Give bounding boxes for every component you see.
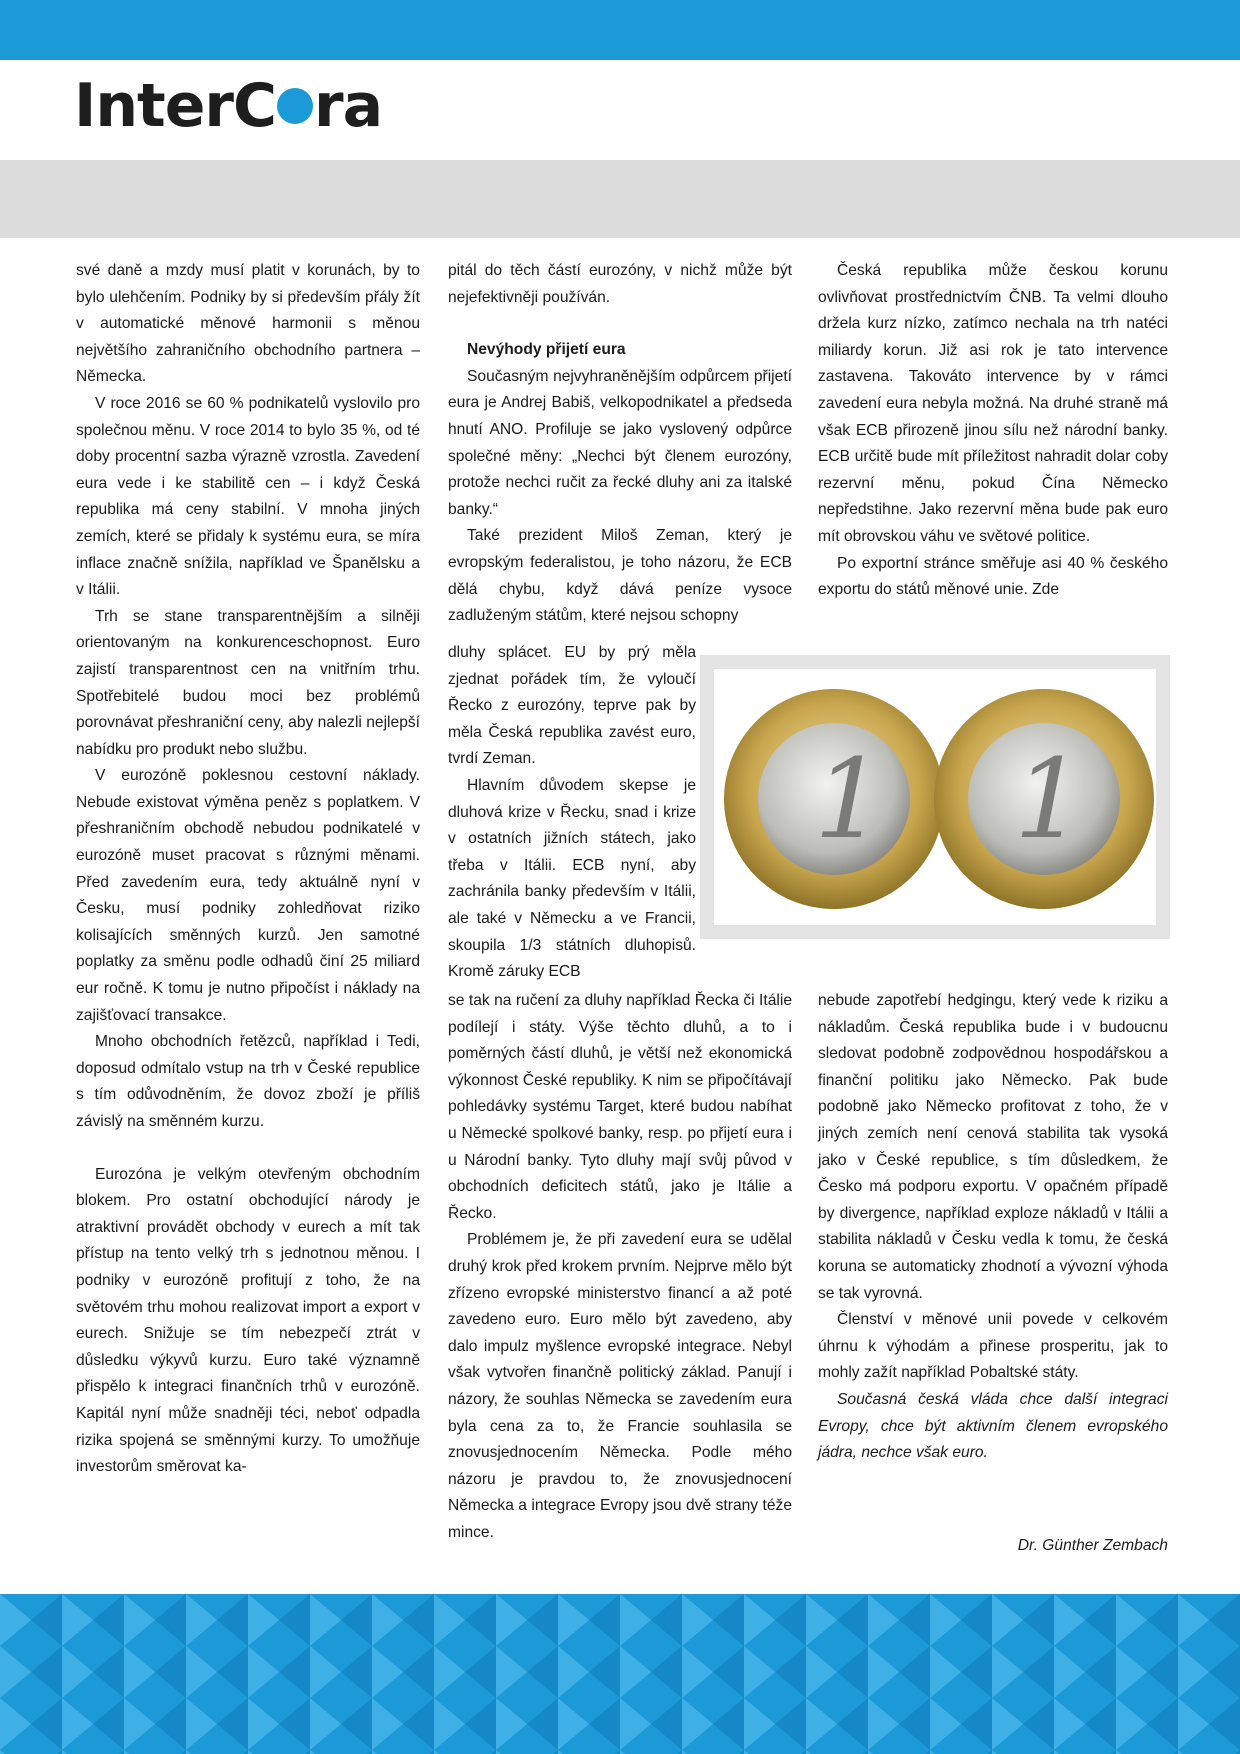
- euro-coins-photo: [700, 655, 1170, 939]
- paragraph: V roce 2016 se 60 % podnikatelů vyslovilo pro společnou měnu. V roce 2014 to bylo 35 %, od té doby procentní sazba výrazně vzrostla. Zavedení eura vede i ke stabilitě cen – i když Česká republika má ceny stabilní. V mnoha jiných zemích, které se přidaly k systému eura, se míra inflace značně snížila, například ve Španělsku a v Itálii.: [76, 394, 420, 599]
- article-column-2-bottom: [448, 988, 792, 1546]
- top-color-bar: [0, 0, 1240, 60]
- article-column-2: [448, 258, 792, 630]
- article-column-3: [818, 258, 1168, 604]
- bottom-pattern-band: [0, 1594, 1240, 1754]
- paragraph: Také prezident Miloš Zeman, který je evropským federalistou, je toho názoru, že ECB dělá chybu, když dává peníze vysoce zadluženým státům, které nejsou schopny: [448, 527, 792, 625]
- author-signature: Dr. Günther Zembach: [1017, 1537, 1168, 1554]
- paragraph: Hlavním důvodem skepse je dluhová krize v Řecku, snad i krize v ostatních jižních státech, jako třeba v Itálii. ECB nyní, aby zachránila banky především v Itálii, ale také v Německu a ve Francii, skoupila 1/3 státních dluhopisů. Kromě záruky ECB: [448, 776, 696, 981]
- article-column-1: [76, 258, 420, 1481]
- paragraph: Po exportní stránce směřuje asi 40 % českého exportu do států měnové unie. Zde: [818, 554, 1168, 599]
- paragraph: Členství v měnové unii povede v celkovém úhrnu k výhodám a přinese prosperitu, jak to mohly zažít například Pobaltské státy.: [818, 1311, 1168, 1382]
- section-heading: Nevýhody přijetí eura: [467, 341, 626, 359]
- paragraph: Česká republika může českou korunu ovlivňovat prostřednictvím ČNB. Ta velmi dlouho držela kurz nízko, zatímco nechala na trh natéci miliardy korun. Již asi rok je tato intervence zastavena. Takováto intervence by v rámci zavedení eura nebyla možná. Na druhé straně má však ECB přirozeně jinou sílu než národní banky. ECB určitě bude mít příležitost nahradit dolar coby rezervní měnu, pokud Čína Německo nepředstihne. Jako rezervní měna bude pak euro mít obrovskou váhu ve světové politice.: [818, 262, 1168, 545]
- paragraph: pitál do těch částí eurozóny, v nichž může být nejefektivněji používán.: [448, 262, 792, 306]
- header-grey-band: [0, 160, 1240, 238]
- paragraph: své daně a mzdy musí platit v korunách, by to bylo ulehčením. Podniky by si především přály žít v automatické měnové harmonii s měnou největšího zahraničního obchodního partnera – Německa.: [76, 262, 420, 386]
- article-column-3-bottom: [818, 988, 1168, 1467]
- paragraph: se tak na ručení za dluhy například Řecka či Itálie podílejí i státy. Výše těchto dluhů, a to i poměrných částí dluhů, je větší než ekonomická výkonnost České republiky. K nim se připočítávají pohledávky systému Target, které budou nabíhat u Německé spolkové banky, resp. po přijetí eura i u Národní banky. Tyto dluhy mají svůj původ v obchodních deficitech států, jako je Itálie a Řecko.: [448, 992, 792, 1222]
- paragraph: Eurozóna je velkým otevřeným obchodním blokem. Pro ostatní obchodující národy je atraktivní provádět obchody v eurech a mít tak přístup na tento velký trh s jednotnou měnou. I podniky v eurozóně profitují z toho, že na světovém trhu mohou realizovat import a export v eurech. Snižuje se tím nebezpečí ztrát v důsledku výkyvů kurzu. Euro také významně přispělo k integraci finančních trhů v eurozóně. Kapitál nyní může snadněji téci, neboť odpadla rizika spojená se směnnými kurzy. To umožňuje investorům směrovat ka-: [76, 1165, 420, 1476]
- coin-left: [724, 689, 944, 909]
- paragraph: Trh se stane transparentnějším a silněji orientovaným na konkurenceschopnost. Euro zajistí transparentnost cen na vnitřním trhu. Spotřebitelé budou moci bez problémů porovnávat přeshraniční ceny, aby nalezli nejlepší nabídku pro produkt nebo službu.: [76, 607, 420, 758]
- coins-illustration: [714, 669, 1156, 925]
- paragraph: Mnoho obchodních řetězců, například i Tedi, doposud odmítalo vstup na trh v České republice s tím odůvodněním, že dovoz zboží je příliš závislý na směnném kurzu.: [76, 1033, 420, 1130]
- paragraph: Problémem je, že při zavedení eura se udělal druhý krok před krokem prvním. Nejprve mělo být zřízeno evropské ministerstvo financí a až poté zavedeno euro. Euro mělo být zavedeno, aby dalo impulz myšlence evropské integrace. Nebyl však vytvořen finančně politický základ. Panují i názory, že souhlas Německa se zavedením eura byla cena za to, že Francie souhlasila se znovusjednocením Německa. Podle mého názoru je pravdou to, že znovusjednocení Německa a integrace Evropy jsou dvě strany téže mince.: [448, 1231, 792, 1541]
- paragraph: Současným nejvyhraněnějším odpůrcem přijetí eura je Andrej Babiš, velkopodnikatel a předseda hnutí ANO. Profiluje se jako vyslovený odpůrce společné měny: „Nechci být členem eurozóny, protože nechci ručit za řecké dluhy ani za italské banky.“: [448, 367, 792, 518]
- coin-right: [934, 689, 1154, 909]
- intercora-logo: InterC ra: [74, 71, 383, 141]
- article-column-2-narrow: [448, 640, 696, 986]
- svg-text:1: 1: [814, 735, 884, 863]
- paragraph: nebude zapotřebí hedgingu, který vede k riziku a nákladům. Česká republika bude i v budoucnu sledovat podobně zodpovědnou hospodářskou a finanční politiku jako Německo. Pak bude podobně jako Německo profitovat z toho, že v jiných zemích není cenová stabilita tak vysoká jako v České republice, s tím důsledkem, že Česko má podporu exportu. V opačném případě by divergence, například exploze nákladů v Itálii a stabilita nákladů v Česku vedla k tomu, že česká koruna se automaticky zhodnotí a vývozní výhoda se tak vyrovná.: [818, 992, 1168, 1302]
- paragraph: Současná česká vláda chce další integraci Evropy, chce být aktivním členem evropského jádra, nechce však euro.: [818, 1390, 1168, 1462]
- diamond-pattern: [0, 1594, 1240, 1754]
- logo-o-mark: [277, 88, 313, 124]
- svg-text:1: 1: [1014, 735, 1084, 863]
- paragraph: dluhy splácet. EU by prý měla zjednat pořádek tím, že vyloučí Řecko z eurozóny, teprve pak by měla Česká republika zavést euro, tvrdí Zeman.: [448, 644, 696, 768]
- paragraph: V eurozóně poklesnou cestovní náklady. Nebude existovat výměna peněz s poplatkem. V přeshraničním obchodě nebudou podnikatelé v eurozóně muset pracovat s různými měnami. Před zavedením eura, tedy aktuálně nyní v Česku, musí podniky zohledňovat riziko kolisajících směnných kurzů. Jen samotné poplatky za směnu podle odhadů činí 25 miliard eur ročně. K tomu je nutno připočíst i náklady na zajišťovací transakce.: [76, 767, 420, 1024]
